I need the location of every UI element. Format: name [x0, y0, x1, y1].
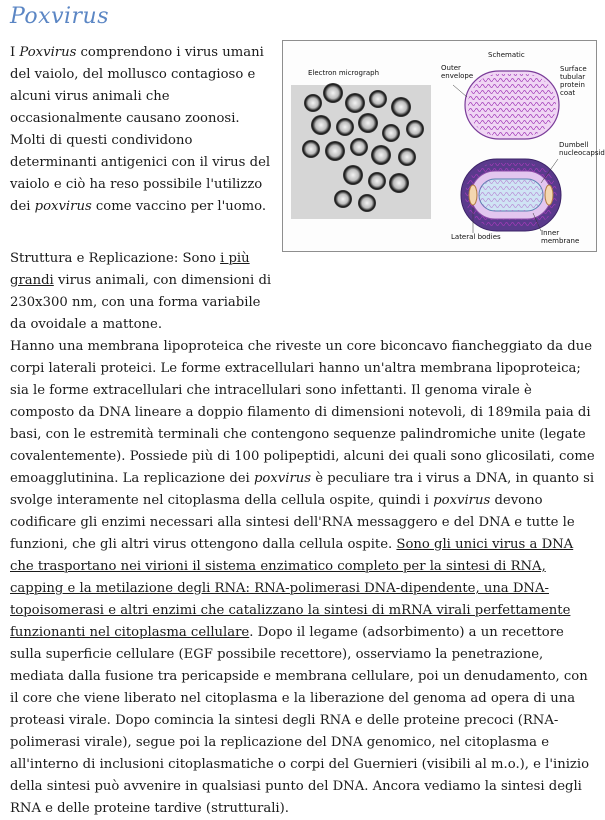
micrograph-label: Electron micrograph: [308, 69, 380, 77]
intro-text: I: [10, 45, 20, 60]
intro-italic-poxvirus: poxvirus: [34, 199, 92, 214]
lateral-bodies-label: Lateral bodies: [451, 233, 501, 241]
structure-replication-paragraph: [10, 248, 596, 820]
inner-membrane-label: Inner membrane: [541, 229, 580, 245]
italic-poxvirus: poxvirus: [433, 493, 491, 508]
page-title: Poxvirus: [10, 4, 110, 29]
body-text: è peculiare tra i virus a DNA, in quanto si svolge interamente nel citoplasma della cellula ospite, quindi i: [10, 471, 595, 508]
poxvirus-figure-drawing: [283, 41, 605, 251]
surface-coat-label: Surface tubular protein coat: [560, 65, 587, 97]
body-text: Struttura e Replicazione: Sono: [10, 251, 221, 266]
italic-poxvirus: poxvirus: [253, 471, 312, 486]
body-text: devono codificare gli enzimi necessari alla sintesi dell'RNA messaggero e del DNA e tutte le funzioni, che gli altri virus ottengono dalla cellula ospite.: [10, 493, 575, 552]
poxvirus-figure: [282, 40, 605, 252]
body-text: Hanno una membrana lipoproteica che riveste un core biconcavo fiancheggiato da due corpi laterali proteici. Le forme extracellulari hanno un'altra membrana lipoproteica; sia le forme extracellulari che intracellulari sono infettanti. Il genoma virale è composto da DNA lineare a doppio filamento di dimensioni notevoli, di 189mila paia di basi, con le estremità terminali che contengono sequenze palindromiche unite (legate covalentemente). Possiede più di 100 polipeptidi, alcuni dei quali sono glicosilati, come emoagglutinina. La replicazione dei: [10, 339, 595, 486]
body-text: virus animali, con dimensioni di 230x300 nm, con una forma variabile da ovoidale a mattone.: [10, 273, 272, 332]
outer-envelope-label: Outer envelope: [441, 64, 474, 80]
intro-italic-poxvirus: Poxvirus: [19, 45, 77, 60]
schematic-bottom-virion: [461, 159, 561, 231]
intro-text: comprendono i virus umani del vaiolo, del mollusco contagioso e alcuni virus animali che occasionalmente causano zoonosi. Molti di questi condividono determinanti antigenici con il virus del vaiolo e ciò ha reso possibile l'utilizzo dei: [10, 45, 271, 214]
schematic-top-virion: [465, 71, 559, 139]
underlined-text: i più grandi: [10, 251, 250, 288]
intro-paragraph: [10, 42, 272, 218]
underlined-text: Sono gli unici virus a DNA che trasportano nei virioni il sistema enzimatico completo per la sintesi di RNA, capping e la metilazione degli RNA: RNA-polimerasi DNA-dipendente, una DNA-topoisomerasi e altri enzimi che catalizzano la sintesi di mRNA virali perfettamente funzionanti nel citoplasma cellulare: [10, 537, 574, 640]
body-text: . Dopo il legame (adsorbimento) a un recettore sulla superficie cellulare (EGF possibile recettore), osserviamo la penetrazione, mediata dalla fusione tra pericapside e membrana cellulare, poi un denudamento, con il core che viene liberato nel citoplasma e la liberazione del genoma ad opera di una proteasi virale. Dopo comincia la sintesi degli RNA e delle proteine precoci (RNA-polimerasi virale), segue poi la replicazione del DNA genomico, nel citoplasma e all'interno di inclusioni citoplasmatiche o corpi del Guernieri (visibili al m.o.), e l'inizio della sintesi può avvenire in qualsiasi punto del DNA. Ancora vediamo la sintesi degli RNA e delle proteine tardive (strutturali).: [10, 625, 590, 816]
narrow-lines: [10, 248, 272, 336]
intro-text: come vaccino per l'uomo.: [91, 199, 267, 214]
dumbell-label: Dumbell nucleocapsid: [559, 141, 605, 157]
schematic-label: Schematic: [488, 51, 525, 59]
